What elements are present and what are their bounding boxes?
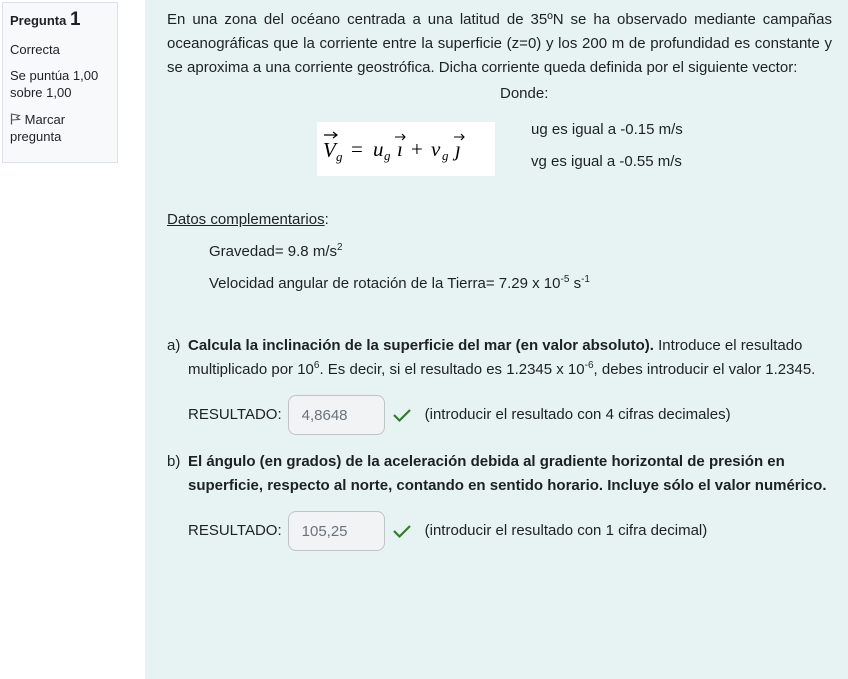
part-a-answer-input[interactable] (288, 395, 385, 435)
part-b-hint: (introducir el resultado con 1 cifra decimal) (424, 522, 708, 539)
question-state: Correcta (10, 42, 60, 57)
part-a-exp2: -6 (584, 360, 594, 371)
part-a-exp1: 6 (313, 360, 320, 371)
svg-text:g: g (384, 148, 391, 163)
svg-text:=: = (351, 137, 363, 161)
question-grade: Se puntúa 1,00 sobre 1,00 (10, 68, 99, 100)
part-a-text1: Introduce el resultado multiplicado por 10 (188, 337, 803, 378)
question-word: Pregunta (10, 13, 67, 28)
svg-text:ȷ: ȷ (455, 137, 461, 161)
gravedad-datum (209, 240, 832, 264)
question-intro: En una zona del océano centrada a una latitud de 35ºN se ha observado mediante campañas oceanográficas que la corriente entre la superficie (z=0) y los 200 m de profundidad es constante y se aproxima a una corriente geostrófica. Dicha corriente queda definida por el siguiente vector: (167, 11, 832, 76)
question-info-panel (2, 2, 118, 163)
omega-datum (209, 272, 832, 296)
omega-unit: s (569, 275, 582, 292)
part-a-bold: Calcula la inclinación de la superficie del mar (en valor absoluto). (188, 337, 654, 354)
part-a-text2: . Es decir, si el resultado es 1.2345 x 10 (319, 361, 585, 378)
check-icon (391, 406, 413, 424)
flag-question-link[interactable] (10, 111, 110, 145)
svg-text:ı: ı (397, 137, 403, 161)
part-a-text3: , debes introducir el valor 1.2345. (593, 361, 816, 378)
flag-question-label: Marcar pregunta (10, 112, 66, 144)
svg-text:g: g (442, 148, 449, 163)
svg-text:V: V (323, 138, 336, 162)
vg-value: vg es igual a -0.55 m/s (531, 153, 682, 170)
datos-title (167, 208, 832, 232)
part-a-text (188, 334, 832, 382)
svg-text:g: g (336, 149, 343, 164)
velocity-formula (321, 129, 491, 169)
gravedad-text: Gravedad= 9.8 m/s (209, 243, 337, 260)
question-number (10, 9, 110, 31)
part-a-hint: (introducir el resultado con 4 cifras decimales) (424, 406, 731, 423)
donde-label: Donde: (500, 85, 549, 102)
check-icon (391, 522, 413, 540)
velocity-formula-image (317, 122, 495, 176)
question-content (145, 0, 848, 679)
part-b-result-label: RESULTADO: (188, 522, 282, 539)
ug-value: ug es igual a -0.15 m/s (531, 121, 683, 138)
omega-unit-exponent: -1 (581, 274, 590, 285)
formula-area (167, 82, 832, 192)
part-a-label: a) (167, 337, 181, 354)
part-a-result-label: RESULTADO: (188, 406, 282, 423)
part-b-result-row (188, 510, 832, 552)
datos-title-text: Datos complementarios (167, 211, 325, 228)
part-a (167, 334, 832, 436)
question-number-value: 1 (69, 9, 81, 30)
svg-text:+: + (411, 137, 423, 161)
gravedad-exponent: 2 (336, 242, 343, 253)
part-a-result-row (188, 394, 832, 436)
flag-icon (10, 113, 21, 125)
part-b-answer-input[interactable] (288, 511, 385, 551)
svg-text:v: v (431, 137, 441, 161)
svg-text:u: u (373, 137, 384, 161)
omega-text: Velocidad angular de rotación de la Tierra= 7.29 x 10 (209, 275, 561, 292)
vector-values (531, 118, 691, 182)
omega-exponent: -5 (560, 274, 570, 285)
part-b-bold: El ángulo (en grados) de la aceleración debida al gradiente horizontal de presión en superficie, respecto al norte, contando en sentido horario. Incluye sólo el valor numérico. (188, 453, 827, 494)
part-b-label: b) (167, 453, 181, 470)
datos-title-colon: : (324, 211, 329, 228)
part-b (167, 450, 832, 552)
